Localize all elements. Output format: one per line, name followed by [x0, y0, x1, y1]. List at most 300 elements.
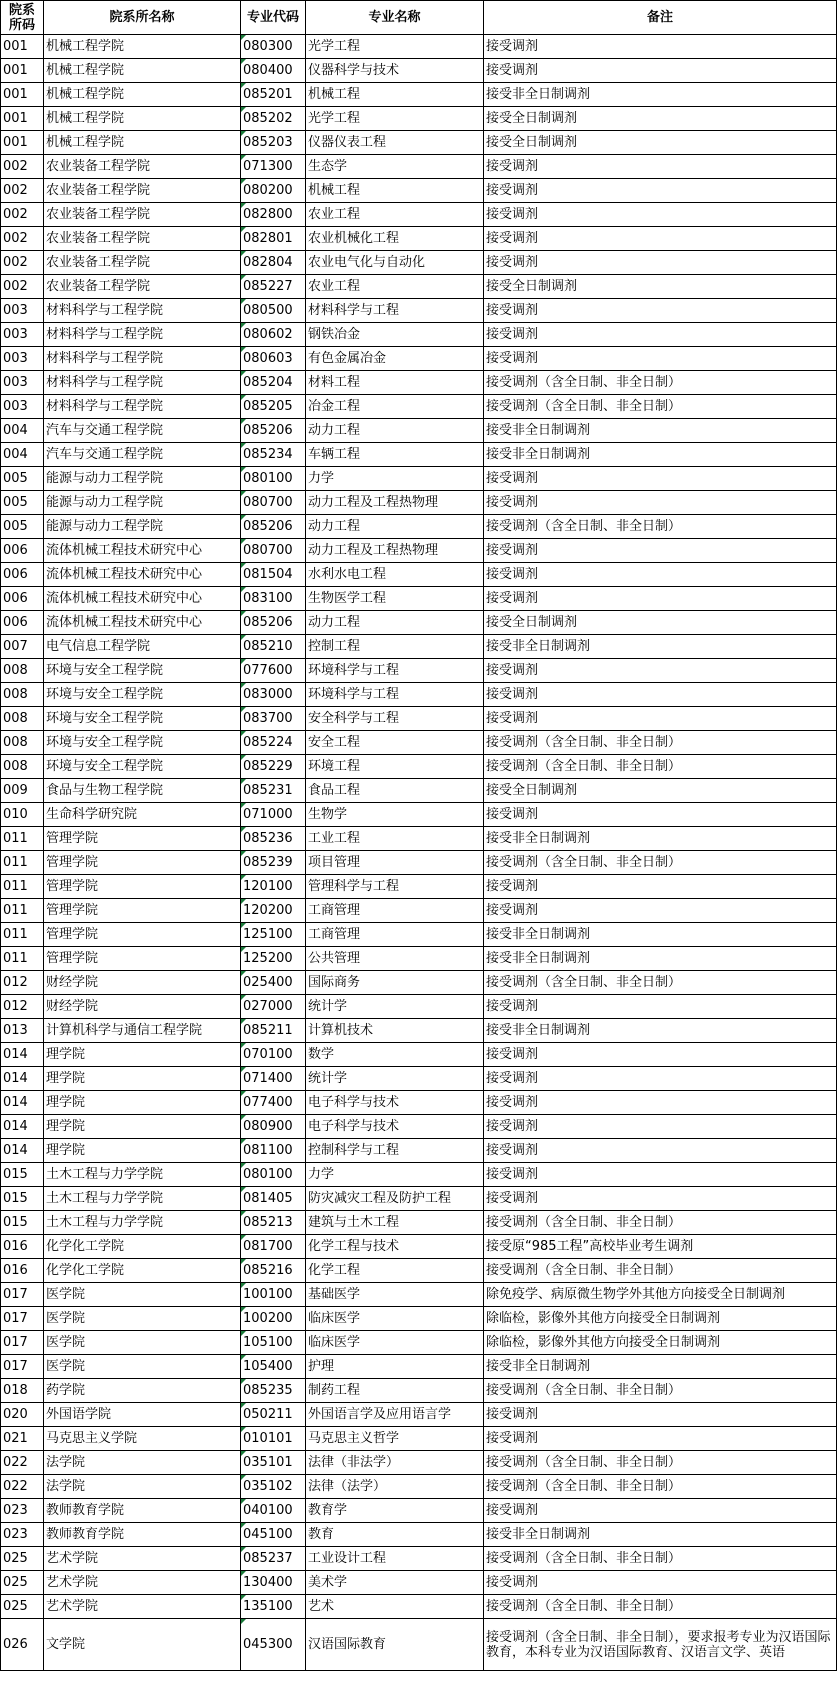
cell-dept-name: 管理学院: [44, 851, 241, 875]
cell-dept-name: 汽车与交通工程学院: [44, 419, 241, 443]
cell-dept-name: 药学院: [44, 1379, 241, 1403]
cell-major-code: 081504: [241, 563, 306, 587]
cell-dept-code: 014: [1, 1067, 44, 1091]
cell-remarks: 接受调剂: [484, 1043, 837, 1067]
cell-remarks: 接受非全日制调剂: [484, 1355, 837, 1379]
cell-dept-name: 管理学院: [44, 923, 241, 947]
table-row: [1, 155, 837, 179]
table-row: [1, 1571, 837, 1595]
cell-major-code: 035102: [241, 1475, 306, 1499]
cell-dept-name: 环境与安全工程学院: [44, 683, 241, 707]
cell-remarks: 接受调剂（含全日制、非全日制），要求报考专业为汉语国际教育，本科专业为汉语国际教育、汉语言文学、英语: [484, 1619, 837, 1671]
cell-dept-name: 法学院: [44, 1475, 241, 1499]
cell-major-code: 071400: [241, 1067, 306, 1091]
table-row: [1, 179, 837, 203]
cell-major-code: 085204: [241, 371, 306, 395]
cell-major-name: 马克思主义哲学: [306, 1427, 484, 1451]
cell-major-name: 安全工程: [306, 731, 484, 755]
table-row: [1, 347, 837, 371]
cell-dept-name: 农业装备工程学院: [44, 275, 241, 299]
cell-major-code: 077400: [241, 1091, 306, 1115]
table-row: [1, 131, 837, 155]
cell-remarks: 接受调剂: [484, 299, 837, 323]
table-row: [1, 1115, 837, 1139]
cell-dept-code: 003: [1, 299, 44, 323]
cell-dept-code: 022: [1, 1451, 44, 1475]
cell-remarks: 接受调剂: [484, 1139, 837, 1163]
table-row: [1, 635, 837, 659]
cell-major-code: 083700: [241, 707, 306, 731]
cell-dept-name: 医学院: [44, 1331, 241, 1355]
cell-dept-code: 011: [1, 899, 44, 923]
table-row: [1, 1187, 837, 1211]
cell-dept-name: 农业装备工程学院: [44, 155, 241, 179]
table-row: [1, 1139, 837, 1163]
cell-dept-code: 014: [1, 1091, 44, 1115]
cell-dept-name: 机械工程学院: [44, 107, 241, 131]
cell-dept-name: 财经学院: [44, 971, 241, 995]
cell-dept-code: 001: [1, 83, 44, 107]
cell-remarks: 接受调剂: [484, 227, 837, 251]
table-row: [1, 971, 837, 995]
cell-major-name: 教育学: [306, 1499, 484, 1523]
cell-major-name: 汉语国际教育: [306, 1619, 484, 1671]
cell-dept-code: 001: [1, 59, 44, 83]
cell-major-name: 机械工程: [306, 83, 484, 107]
cell-major-name: 农业电气化与自动化: [306, 251, 484, 275]
cell-major-name: 控制工程: [306, 635, 484, 659]
cell-remarks: 接受调剂: [484, 35, 837, 59]
cell-dept-code: 023: [1, 1499, 44, 1523]
cell-dept-code: 007: [1, 635, 44, 659]
cell-major-code: 083000: [241, 683, 306, 707]
cell-dept-code: 006: [1, 563, 44, 587]
cell-remarks: 接受调剂: [484, 899, 837, 923]
table-row: [1, 59, 837, 83]
cell-major-code: 081700: [241, 1235, 306, 1259]
cell-dept-name: 马克思主义学院: [44, 1427, 241, 1451]
cell-remarks: 接受非全日制调剂: [484, 923, 837, 947]
cell-major-code: 080603: [241, 347, 306, 371]
cell-remarks: 接受调剂: [484, 1115, 837, 1139]
cell-dept-code: 008: [1, 683, 44, 707]
cell-dept-name: 材料科学与工程学院: [44, 395, 241, 419]
cell-major-code: 010101: [241, 1427, 306, 1451]
table-row: [1, 611, 837, 635]
cell-major-code: 080300: [241, 35, 306, 59]
cell-dept-code: 001: [1, 131, 44, 155]
cell-major-code: 120200: [241, 899, 306, 923]
table-row: [1, 35, 837, 59]
cell-major-code: 082801: [241, 227, 306, 251]
cell-major-name: 机械工程: [306, 179, 484, 203]
cell-remarks: 接受调剂: [484, 587, 837, 611]
cell-remarks: 接受调剂（含全日制、非全日制）: [484, 515, 837, 539]
cell-dept-code: 015: [1, 1211, 44, 1235]
cell-dept-name: 材料科学与工程学院: [44, 371, 241, 395]
cell-remarks: 接受调剂（含全日制、非全日制）: [484, 1595, 837, 1619]
cell-remarks: 接受调剂: [484, 659, 837, 683]
table-row: [1, 755, 837, 779]
cell-dept-name: 材料科学与工程学院: [44, 347, 241, 371]
table-row: [1, 1163, 837, 1187]
cell-dept-name: 土木工程与力学学院: [44, 1211, 241, 1235]
cell-dept-name: 理学院: [44, 1043, 241, 1067]
cell-dept-name: 食品与生物工程学院: [44, 779, 241, 803]
cell-major-code: 050211: [241, 1403, 306, 1427]
cell-remarks: 接受调剂: [484, 803, 837, 827]
cell-remarks: 接受调剂: [484, 491, 837, 515]
table-row: [1, 1475, 837, 1499]
cell-dept-code: 017: [1, 1331, 44, 1355]
cell-dept-name: 能源与动力工程学院: [44, 491, 241, 515]
table-row: [1, 899, 837, 923]
cell-remarks: 接受非全日制调剂: [484, 83, 837, 107]
cell-dept-code: 002: [1, 203, 44, 227]
cell-dept-name: 土木工程与力学学院: [44, 1187, 241, 1211]
cell-dept-code: 002: [1, 251, 44, 275]
table-row: [1, 1067, 837, 1091]
cell-remarks: 接受调剂（含全日制、非全日制）: [484, 1259, 837, 1283]
cell-major-code: 081405: [241, 1187, 306, 1211]
cell-dept-name: 管理学院: [44, 947, 241, 971]
cell-major-name: 化学工程与技术: [306, 1235, 484, 1259]
cell-dept-code: 008: [1, 755, 44, 779]
cell-dept-name: 艺术学院: [44, 1547, 241, 1571]
cell-major-code: 085206: [241, 419, 306, 443]
cell-remarks: 接受调剂: [484, 59, 837, 83]
cell-dept-code: 008: [1, 659, 44, 683]
cell-major-name: 制药工程: [306, 1379, 484, 1403]
cell-major-name: 电子科学与技术: [306, 1091, 484, 1115]
cell-remarks: 接受调剂（含全日制、非全日制）: [484, 395, 837, 419]
cell-major-code: 085231: [241, 779, 306, 803]
cell-major-name: 防灾减灾工程及防护工程: [306, 1187, 484, 1211]
table-row: [1, 1547, 837, 1571]
table-row: [1, 1355, 837, 1379]
cell-dept-name: 机械工程学院: [44, 59, 241, 83]
cell-major-code: 077600: [241, 659, 306, 683]
cell-major-name: 电子科学与技术: [306, 1115, 484, 1139]
cell-major-code: 080400: [241, 59, 306, 83]
cell-dept-code: 009: [1, 779, 44, 803]
cell-major-code: 085205: [241, 395, 306, 419]
table-row: [1, 587, 837, 611]
cell-major-code: 085216: [241, 1259, 306, 1283]
cell-major-code: 071300: [241, 155, 306, 179]
cell-major-code: 035101: [241, 1451, 306, 1475]
cell-major-name: 环境科学与工程: [306, 659, 484, 683]
cell-major-name: 动力工程: [306, 419, 484, 443]
cell-remarks: 接受调剂: [484, 203, 837, 227]
cell-dept-code: 005: [1, 491, 44, 515]
table-row: [1, 107, 837, 131]
cell-major-name: 冶金工程: [306, 395, 484, 419]
table-row: [1, 395, 837, 419]
cell-remarks: 接受调剂（含全日制、非全日制）: [484, 371, 837, 395]
table-row: [1, 1379, 837, 1403]
cell-remarks: 接受调剂: [484, 155, 837, 179]
cell-remarks: 接受全日制调剂: [484, 131, 837, 155]
cell-dept-code: 006: [1, 539, 44, 563]
cell-dept-name: 教师教育学院: [44, 1499, 241, 1523]
cell-major-code: 025400: [241, 971, 306, 995]
cell-dept-name: 机械工程学院: [44, 83, 241, 107]
cell-major-code: 125100: [241, 923, 306, 947]
cell-dept-code: 011: [1, 827, 44, 851]
cell-dept-name: 流体机械工程技术研究中心: [44, 539, 241, 563]
cell-major-name: 生物学: [306, 803, 484, 827]
cell-dept-name: 医学院: [44, 1355, 241, 1379]
cell-remarks: 接受调剂: [484, 323, 837, 347]
cell-major-code: 080602: [241, 323, 306, 347]
cell-dept-code: 011: [1, 875, 44, 899]
cell-dept-code: 006: [1, 611, 44, 635]
table-row: [1, 275, 837, 299]
table-row: [1, 1403, 837, 1427]
cell-major-name: 法律（非法学）: [306, 1451, 484, 1475]
cell-major-code: 085229: [241, 755, 306, 779]
cell-major-code: 085234: [241, 443, 306, 467]
cell-dept-code: 025: [1, 1595, 44, 1619]
cell-major-code: 085237: [241, 1547, 306, 1571]
cell-major-name: 公共管理: [306, 947, 484, 971]
cell-dept-code: 012: [1, 995, 44, 1019]
header-remarks: 备注: [484, 1, 837, 35]
cell-major-name: 环境工程: [306, 755, 484, 779]
cell-dept-code: 014: [1, 1139, 44, 1163]
cell-dept-code: 014: [1, 1115, 44, 1139]
cell-major-name: 仪器仪表工程: [306, 131, 484, 155]
cell-major-name: 临床医学: [306, 1331, 484, 1355]
cell-major-name: 仪器科学与技术: [306, 59, 484, 83]
cell-major-name: 临床医学: [306, 1307, 484, 1331]
cell-remarks: 接受调剂: [484, 563, 837, 587]
table-row: [1, 659, 837, 683]
cell-major-name: 安全科学与工程: [306, 707, 484, 731]
cell-major-name: 建筑与土木工程: [306, 1211, 484, 1235]
cell-remarks: 接受非全日制调剂: [484, 1019, 837, 1043]
cell-major-name: 工商管理: [306, 923, 484, 947]
cell-remarks: 接受调剂: [484, 1427, 837, 1451]
cell-remarks: 接受调剂（含全日制、非全日制）: [484, 1475, 837, 1499]
table-row: [1, 947, 837, 971]
cell-dept-name: 理学院: [44, 1115, 241, 1139]
table-header-row: [1, 1, 837, 35]
cell-dept-code: 002: [1, 227, 44, 251]
table-row: [1, 827, 837, 851]
cell-dept-code: 017: [1, 1355, 44, 1379]
table-row: [1, 563, 837, 587]
cell-major-code: 082804: [241, 251, 306, 275]
cell-dept-code: 014: [1, 1043, 44, 1067]
cell-major-name: 车辆工程: [306, 443, 484, 467]
table-row: [1, 995, 837, 1019]
table-row: [1, 1211, 837, 1235]
cell-major-name: 有色金属冶金: [306, 347, 484, 371]
cell-dept-name: 法学院: [44, 1451, 241, 1475]
table-row: [1, 371, 837, 395]
cell-dept-name: 流体机械工程技术研究中心: [44, 611, 241, 635]
table-row: [1, 1043, 837, 1067]
cell-major-name: 光学工程: [306, 107, 484, 131]
cell-dept-name: 土木工程与力学学院: [44, 1163, 241, 1187]
cell-major-name: 化学工程: [306, 1259, 484, 1283]
cell-remarks: 接受调剂: [484, 1163, 837, 1187]
cell-dept-name: 环境与安全工程学院: [44, 659, 241, 683]
cell-major-code: 083100: [241, 587, 306, 611]
table-row: [1, 203, 837, 227]
cell-major-code: 105100: [241, 1331, 306, 1355]
cell-major-code: 085203: [241, 131, 306, 155]
cell-dept-name: 农业装备工程学院: [44, 203, 241, 227]
table-body: [1, 35, 837, 1671]
table-row: [1, 875, 837, 899]
cell-major-name: 计算机技术: [306, 1019, 484, 1043]
table-row: [1, 1331, 837, 1355]
cell-major-code: 085206: [241, 515, 306, 539]
cell-remarks: 接受全日制调剂: [484, 107, 837, 131]
table-row: [1, 1019, 837, 1043]
cell-remarks: 接受调剂（含全日制、非全日制）: [484, 1211, 837, 1235]
cell-remarks: 接受全日制调剂: [484, 275, 837, 299]
cell-major-name: 外国语言学及应用语言学: [306, 1403, 484, 1427]
cell-major-code: 100100: [241, 1283, 306, 1307]
cell-remarks: 接受调剂: [484, 1187, 837, 1211]
table-row: [1, 779, 837, 803]
cell-dept-name: 管理学院: [44, 875, 241, 899]
cell-dept-name: 环境与安全工程学院: [44, 755, 241, 779]
cell-remarks: 接受调剂: [484, 1499, 837, 1523]
cell-remarks: 接受全日制调剂: [484, 611, 837, 635]
cell-dept-name: 艺术学院: [44, 1595, 241, 1619]
cell-dept-code: 008: [1, 707, 44, 731]
cell-major-name: 工业工程: [306, 827, 484, 851]
cell-dept-code: 003: [1, 323, 44, 347]
cell-major-name: 项目管理: [306, 851, 484, 875]
table-row: [1, 683, 837, 707]
cell-remarks: 接受调剂（含全日制、非全日制）: [484, 1379, 837, 1403]
cell-dept-code: 012: [1, 971, 44, 995]
cell-dept-code: 004: [1, 419, 44, 443]
cell-major-name: 水利水电工程: [306, 563, 484, 587]
header-major-name: 专业名称: [306, 1, 484, 35]
cell-major-name: 艺术: [306, 1595, 484, 1619]
cell-dept-code: 010: [1, 803, 44, 827]
cell-major-name: 力学: [306, 467, 484, 491]
cell-remarks: 接受调剂: [484, 1067, 837, 1091]
cell-dept-code: 002: [1, 275, 44, 299]
cell-dept-code: 003: [1, 371, 44, 395]
cell-dept-name: 材料科学与工程学院: [44, 299, 241, 323]
cell-remarks: 接受调剂: [484, 467, 837, 491]
table-row: [1, 515, 837, 539]
cell-major-name: 管理科学与工程: [306, 875, 484, 899]
table-row: [1, 1451, 837, 1475]
cell-remarks: 接受非全日制调剂: [484, 443, 837, 467]
cell-major-code: 105400: [241, 1355, 306, 1379]
cell-dept-code: 011: [1, 851, 44, 875]
cell-dept-name: 环境与安全工程学院: [44, 707, 241, 731]
cell-major-name: 统计学: [306, 995, 484, 1019]
cell-remarks: 接受调剂: [484, 1091, 837, 1115]
cell-major-code: 085235: [241, 1379, 306, 1403]
cell-dept-code: 005: [1, 515, 44, 539]
cell-remarks: 接受调剂: [484, 1403, 837, 1427]
table-row: [1, 83, 837, 107]
cell-dept-code: 023: [1, 1523, 44, 1547]
cell-major-code: 080500: [241, 299, 306, 323]
cell-dept-name: 外国语学院: [44, 1403, 241, 1427]
cell-remarks: 接受非全日制调剂: [484, 1523, 837, 1547]
cell-major-code: 085201: [241, 83, 306, 107]
cell-remarks: 接受非全日制调剂: [484, 419, 837, 443]
cell-major-code: 080100: [241, 1163, 306, 1187]
cell-major-name: 力学: [306, 1163, 484, 1187]
cell-dept-code: 025: [1, 1571, 44, 1595]
cell-major-code: 085236: [241, 827, 306, 851]
cell-major-code: 085206: [241, 611, 306, 635]
cell-remarks: 接受调剂: [484, 347, 837, 371]
cell-dept-name: 农业装备工程学院: [44, 227, 241, 251]
cell-major-name: 美术学: [306, 1571, 484, 1595]
cell-remarks: 接受调剂: [484, 707, 837, 731]
cell-remarks: 接受调剂（含全日制、非全日制）: [484, 971, 837, 995]
cell-remarks: 接受调剂: [484, 875, 837, 899]
cell-dept-name: 艺术学院: [44, 1571, 241, 1595]
cell-dept-name: 财经学院: [44, 995, 241, 1019]
cell-major-code: 085210: [241, 635, 306, 659]
cell-remarks: 除免疫学、病原微生物学外其他方向接受全日制调剂: [484, 1283, 837, 1307]
cell-dept-name: 管理学院: [44, 827, 241, 851]
cell-dept-code: 022: [1, 1475, 44, 1499]
cell-dept-code: 015: [1, 1187, 44, 1211]
cell-remarks: 接受调剂: [484, 251, 837, 275]
cell-major-name: 动力工程及工程热物理: [306, 491, 484, 515]
cell-major-code: 045300: [241, 1619, 306, 1671]
cell-dept-code: 015: [1, 1163, 44, 1187]
cell-dept-name: 理学院: [44, 1091, 241, 1115]
cell-major-name: 生物医学工程: [306, 587, 484, 611]
cell-dept-code: 003: [1, 347, 44, 371]
cell-major-code: 085213: [241, 1211, 306, 1235]
cell-dept-name: 能源与动力工程学院: [44, 467, 241, 491]
cell-major-code: 100200: [241, 1307, 306, 1331]
table-row: [1, 851, 837, 875]
cell-major-name: 法律（法学）: [306, 1475, 484, 1499]
cell-remarks: 接受调剂（含全日制、非全日制）: [484, 731, 837, 755]
cell-remarks: 接受非全日制调剂: [484, 827, 837, 851]
cell-major-name: 教育: [306, 1523, 484, 1547]
cell-dept-name: 农业装备工程学院: [44, 251, 241, 275]
cell-dept-code: 016: [1, 1259, 44, 1283]
cell-major-code: 085202: [241, 107, 306, 131]
cell-dept-name: 环境与安全工程学院: [44, 731, 241, 755]
cell-dept-code: 011: [1, 947, 44, 971]
cell-major-code: 080700: [241, 491, 306, 515]
cell-dept-code: 011: [1, 923, 44, 947]
cell-dept-name: 材料科学与工程学院: [44, 323, 241, 347]
table-row: [1, 539, 837, 563]
table-row: [1, 1235, 837, 1259]
table-row: [1, 1091, 837, 1115]
cell-major-code: 135100: [241, 1595, 306, 1619]
cell-dept-name: 机械工程学院: [44, 35, 241, 59]
cell-major-code: 081100: [241, 1139, 306, 1163]
cell-major-name: 环境科学与工程: [306, 683, 484, 707]
cell-dept-code: 008: [1, 731, 44, 755]
cell-dept-name: 生命科学研究院: [44, 803, 241, 827]
